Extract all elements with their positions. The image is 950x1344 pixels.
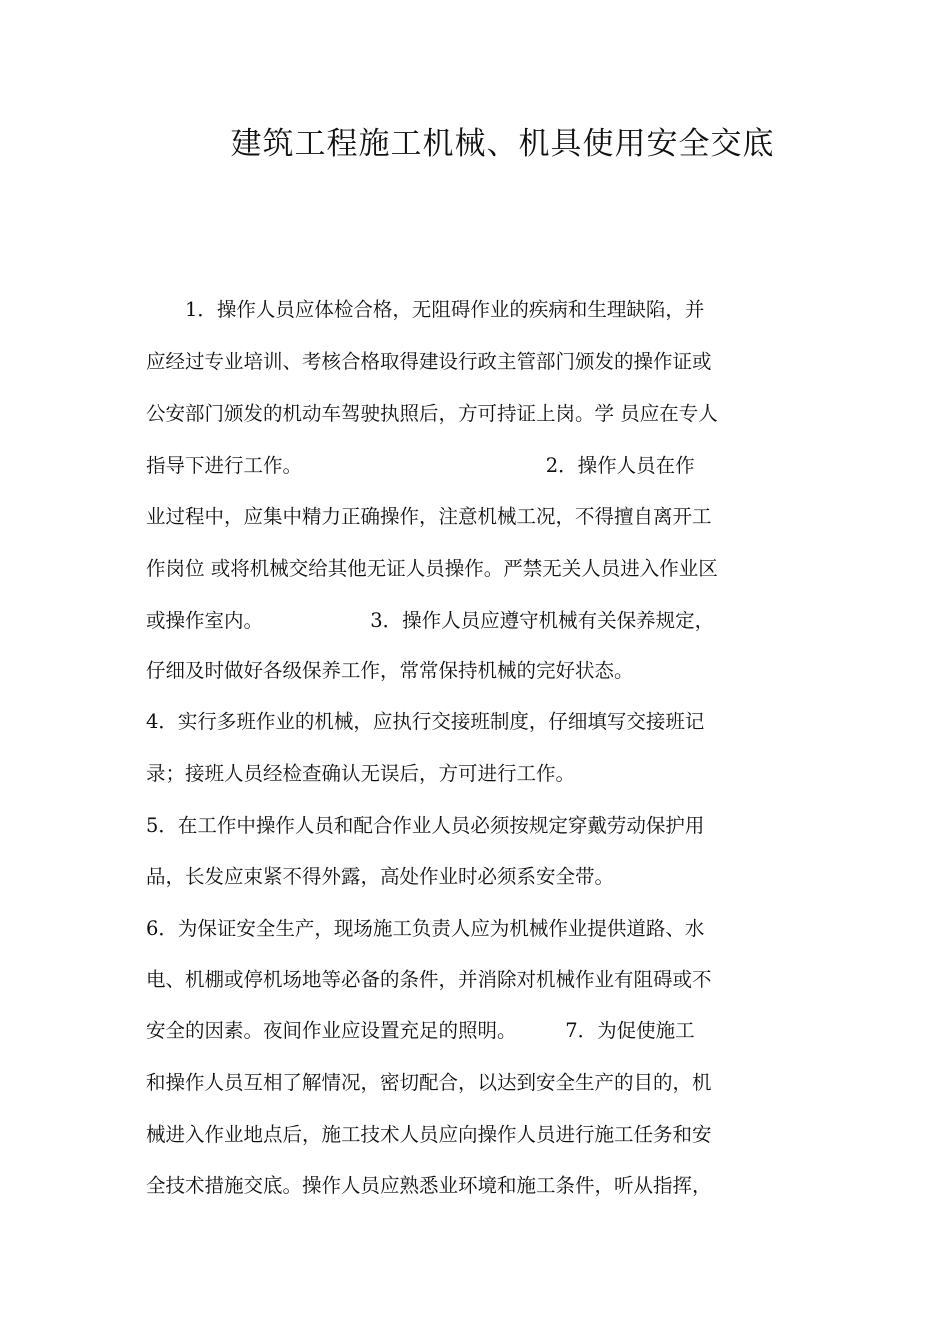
text-line: 安全的因素。夜间作业应设置充足的照明。 7．为促使施工	[146, 1019, 695, 1042]
text-line: 或操作室内。 3．操作人员应遵守机械有关保养规定，	[146, 609, 715, 632]
text-line: 1．操作人员应体检合格，无阻碍作业的疾病和生理缺陷，并	[146, 298, 705, 321]
text-line: 5．在工作中操作人员和配合作业人员必须按规定穿戴劳动保护用	[146, 814, 705, 837]
text-line: 电、机棚或停机场地等必备的条件，并消除对机械作业有阻碍或不	[146, 968, 712, 991]
text-line: 应经过专业培训、考核合格取得建设行政主管部门颁发的操作证或	[146, 350, 712, 373]
text-line: 作岗位 或将机械交给其他无证人员操作。严禁无关人员进入作业区	[146, 557, 718, 580]
text-line: 品，长发应束紧不得外露，高处作业时必须系安全带。	[146, 865, 615, 888]
document-title: 建筑工程施工机械、机具使用安全交底	[230, 126, 775, 162]
text-line: 4．实行多班作业的机械，应执行交接班制度，仔细填写交接班记	[146, 710, 705, 733]
text-line: 录；接班人员经检查确认无误后，方可进行工作。	[146, 762, 576, 785]
text-line: 械进入作业地点后，施工技术人员应向操作人员进行施工任务和安	[146, 1123, 712, 1146]
text-line: 全技术措施交底。操作人员应熟悉业环境和施工条件，听从指挥，	[146, 1174, 712, 1197]
text-line: 公安部门颁发的机动车驾驶执照后，方可持证上岗。学 员应在专人	[146, 402, 718, 425]
text-line: 仔细及时做好各级保养工作，常常保持机械的完好状态。	[146, 659, 634, 682]
text-line: 业过程中，应集中精力正确操作，注意机械工况，不得擅自离开工	[146, 505, 712, 528]
text-line: 和操作人员互相了解情况，密切配合，以达到安全生产的目的，机	[146, 1071, 712, 1094]
text-line: 指导下进行工作。 2．操作人员在作	[146, 454, 695, 477]
text-line: 6．为保证安全生产，现场施工负责人应为机械作业提供道路、水	[146, 917, 705, 940]
